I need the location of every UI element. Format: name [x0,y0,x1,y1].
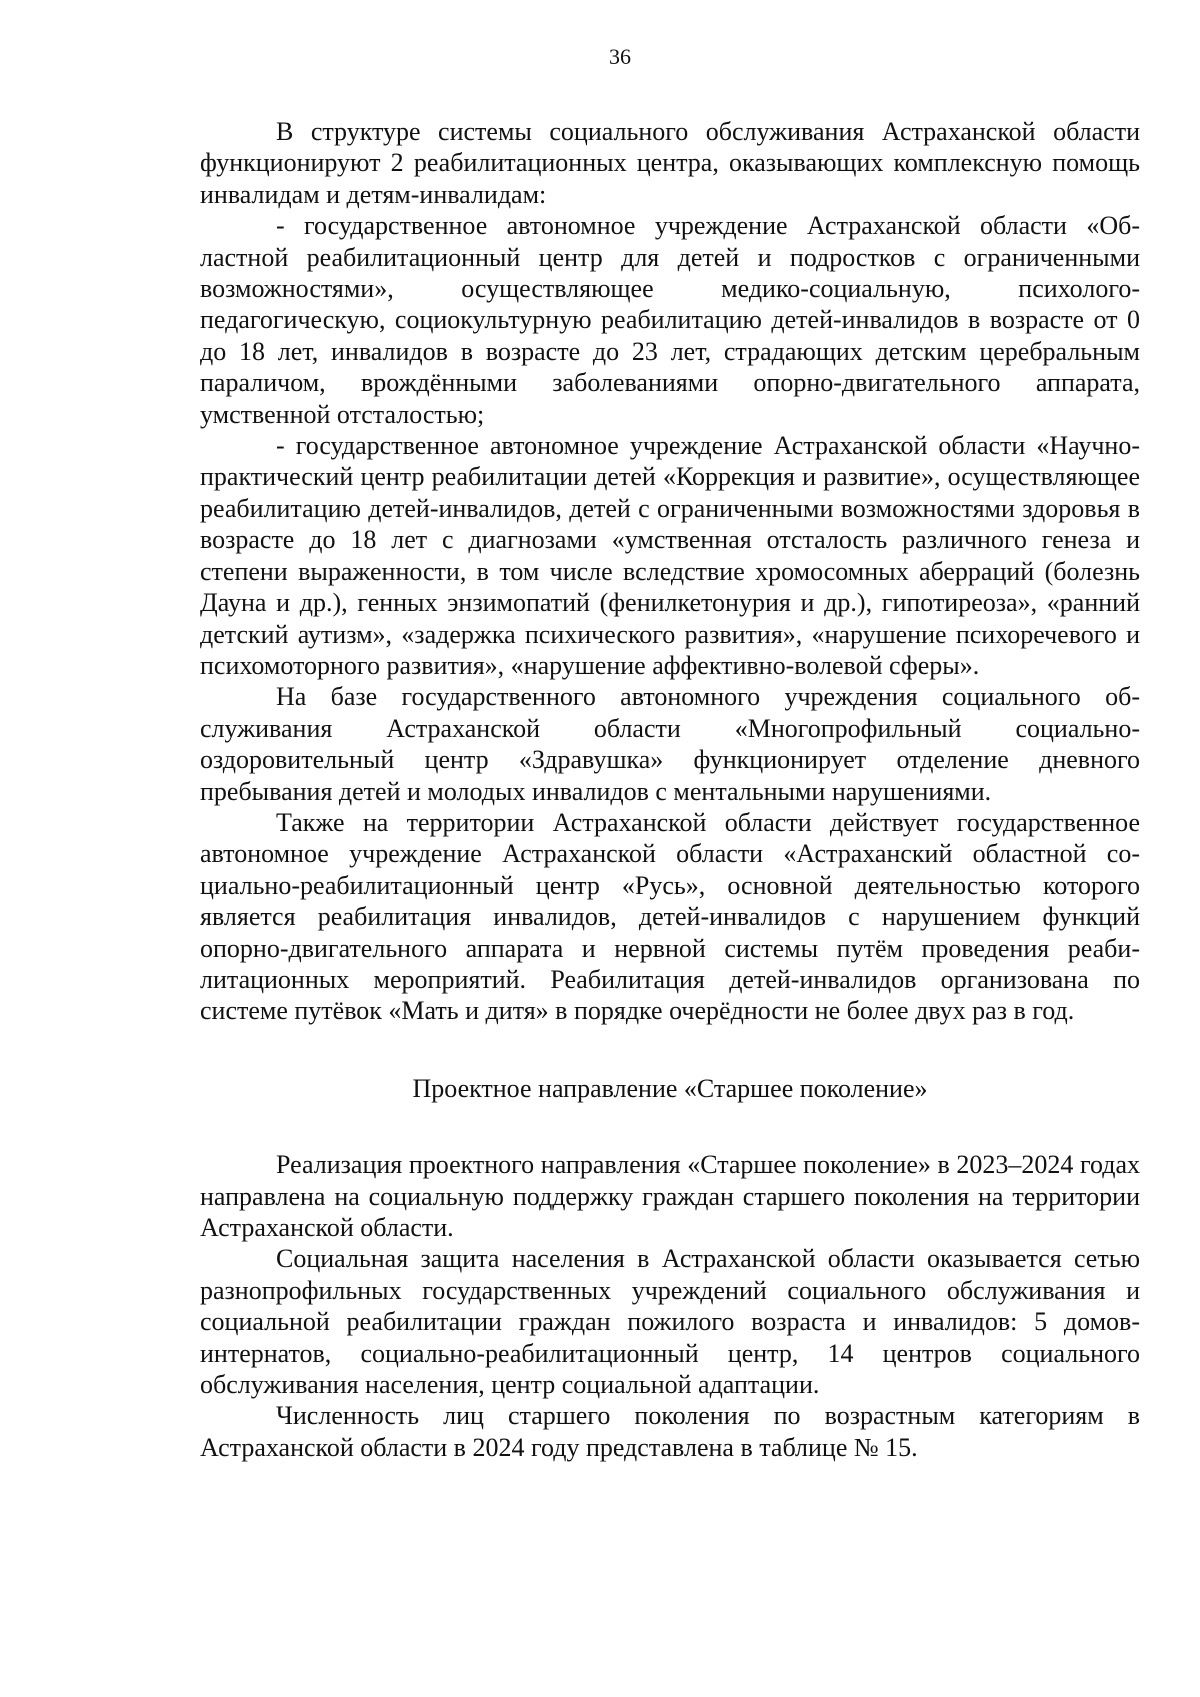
paragraph-regional-rehab-center: - государственное автономное учреждение Астраханской области «Областной реабилитационный центр для детей и подростков с ограниченными возможностями», осуществляющее медико-социальную, психолого-педагогическую, социокультурную реабилитацию детей-инвалидов в возрасте от 0 до 18 лет, инвалидов в возрасте до 23 лет, страдающих детским церебральным параличом, врождёнными заболеваниями опорно-двигательного аппарата, умственной отсталостью; [200,211,1140,429]
section-heading: Проектное направление «Старшее поколение» [412,1073,928,1103]
paragraph-social-protection-network: Социальная защита населения в Астраханской области оказывается сетью разнопрофильных государственных учреждений социального обслуживания и социальной реабилитации граждан пожилого возраста и инвалидов: 5 домов-интернатов, социально-реабилитационный центр, 14 центров социального обслуживания населения, центр социальной адаптации. [200,1244,1140,1400]
page-number: 36 [609,44,631,69]
paragraph-correction-development-center: - государственное автономное учреждение Астраханской области «Научно-практический центр реабилитации детей «Коррекция и развитие», осуществляющее реабилитацию детей-инвалидов, детей с ограниченными возможностями здоровья в возрасте до 18 лет с диагнозами «умственная отсталость различного генеза и степени выраженности, в том числе вследствие хромосомных аберраций (болезнь Дауна и др.), генных энзимопатий (фенилкетонурия и др.), гипотиреоза», «ранний детский аутизм», «задержка психического развития», «нарушение психоречевого и психомоторного развития», «нарушение аффективно-волевой сферы». [200,431,1140,680]
paragraph-rehab-centers-intro: В структуре системы социального обслуживания Астраханской области функционируют 2 реабилитационных центра, оказывающих комплексную помощь инвалидам и детям-инвалидам: [200,117,1140,209]
document-body [200,116,1140,1463]
paragraph-table-reference: Численность лиц старшего поколения по возрастным категориям в Астраханской области в 2024 году представлена в таблице № 15. [200,1401,1140,1462]
paragraph-rus-center: Также на территории Астраханской области действует государственное автономное учреждение Астраханской области «Астраханский областной социально-реабилитационный центр «Русь», основной деятельностью которого является реабилитация инвалидов, детей-инвалидов с нарушением функций опорно-двигательного аппарата и нервной системы путём проведения реабилитационных мероприятий. Реабилитация детей-инвалидов организована по системе путёвок «Мать и дитя» в порядке очерёдности не более двух раз в год. [200,807,1140,1026]
paragraph-older-generation-goal: Реализация проектного направления «Старшее поколение» в 2023–2024 годах направлена на социальную поддержку граждан старшего поколения на территории Астраханской области. [200,1150,1140,1242]
paragraph-zdravushka-center: На базе государственного автономного учреждения социального обслуживания Астраханской области «Многопрофильный социально-оздоровительный центр «Здравушка» функционирует отделение дневного пребывания детей и молодых инвалидов с ментальными нарушениями. [200,682,1140,806]
